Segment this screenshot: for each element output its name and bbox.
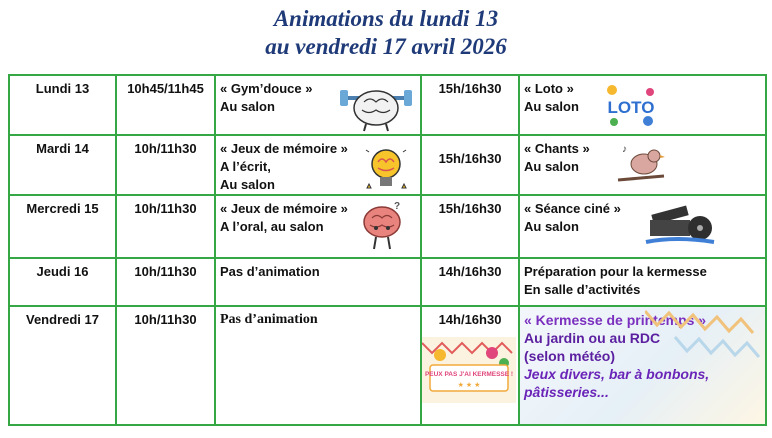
- activity-name: Préparation pour la kermesse: [524, 264, 707, 279]
- afternoon-time-cell: 14h/16h30: [421, 258, 519, 306]
- activity-name: « Séance ciné »: [524, 201, 621, 216]
- loto-text: LOTO: [607, 98, 655, 117]
- morning-activity-cell: [215, 195, 421, 258]
- activity-name: Pas d’animation: [220, 312, 318, 327]
- kermesse-title: « Kermesse de printemps »: [524, 312, 707, 328]
- activity-place: Au salon: [524, 99, 579, 114]
- table-row: [9, 135, 766, 195]
- kermesse-weather-note: (selon météo): [524, 348, 616, 364]
- table-row: [9, 258, 766, 306]
- schedule-table: [8, 74, 767, 426]
- kermesse-description: Jeux divers, bar à bonbons,: [524, 366, 710, 382]
- table-row: [9, 306, 766, 425]
- film-reel-icon: [644, 202, 716, 248]
- kermesse-banner-icon: [422, 337, 516, 403]
- afternoon-activity-cell: [519, 135, 766, 195]
- loto-icon: [604, 82, 658, 128]
- activity-detail: A l’écrit,: [220, 159, 271, 174]
- kermesse-location: Au jardin ou au RDC: [524, 330, 661, 346]
- activity-place: Au salon: [524, 219, 579, 234]
- morning-time-cell: 10h/11h30: [116, 306, 215, 425]
- activity-name: « Jeux de mémoire »: [220, 141, 348, 156]
- table-row: [9, 75, 766, 135]
- morning-time-cell: 10h/11h30: [116, 258, 215, 306]
- kermesse-description-cont: pâtisseries...: [524, 384, 609, 400]
- afternoon-activity-cell: [519, 195, 766, 258]
- bunting-decoration-icon: [645, 307, 765, 367]
- kermesse-banner-text: PEUX PAS J'AI KERMESSE !: [424, 371, 514, 378]
- brain-dumbbell-icon: [338, 80, 414, 132]
- activity-name: Pas d’animation: [220, 264, 320, 279]
- table-row: [9, 195, 766, 258]
- lightbulb-brain-icon: [364, 144, 408, 192]
- afternoon-activity-cell: [519, 258, 766, 306]
- afternoon-time-cell: 15h/16h30: [421, 75, 519, 135]
- day-cell: Mercredi 15: [9, 195, 116, 258]
- activity-place: Au salon: [220, 177, 275, 192]
- afternoon-time-cell: 15h/16h30: [421, 135, 519, 195]
- activity-place: En salle d’activités: [524, 282, 641, 297]
- activity-place: Au salon: [524, 159, 579, 174]
- morning-time-cell: 10h/11h30: [116, 195, 215, 258]
- afternoon-time-cell: 15h/16h30: [421, 195, 519, 258]
- activity-detail: A l’oral, au salon: [220, 219, 324, 234]
- afternoon-activity-cell: [519, 75, 766, 135]
- page-title-line2: au vendredi 17 avril 2026: [265, 34, 507, 59]
- day-cell: Mardi 14: [9, 135, 116, 195]
- morning-activity-cell: [215, 258, 421, 306]
- morning-activity-cell: [215, 135, 421, 195]
- afternoon-time-cell: 14h/16h30 PEUX PAS J'AI KERMESSE ! ★ ★ ★: [421, 306, 519, 425]
- page-title-line1: Animations du lundi 13: [273, 6, 499, 31]
- day-cell: Vendredi 17: [9, 306, 116, 425]
- afternoon-activity-cell: [519, 306, 766, 425]
- day-cell: Lundi 13: [9, 75, 116, 135]
- morning-time-cell: 10h/11h30: [116, 135, 215, 195]
- morning-activity-cell: [215, 75, 421, 135]
- activity-name: « Chants »: [524, 141, 590, 156]
- svg-text:★ ★ ★: ★ ★ ★: [457, 382, 481, 389]
- morning-activity-cell: [215, 306, 421, 425]
- activity-name: « Loto »: [524, 81, 574, 96]
- morning-time-cell: 10h45/11h45: [116, 75, 215, 135]
- singing-bird-icon: [616, 140, 666, 190]
- svg-text:?: ?: [394, 201, 401, 212]
- svg-text:♪: ♪: [622, 144, 627, 155]
- activity-name: « Gym’douce »: [220, 81, 313, 96]
- activity-name: « Jeux de mémoire »: [220, 201, 348, 216]
- day-cell: Jeudi 16: [9, 258, 116, 306]
- activity-place: Au salon: [220, 99, 275, 114]
- thinking-brain-icon: [358, 200, 406, 252]
